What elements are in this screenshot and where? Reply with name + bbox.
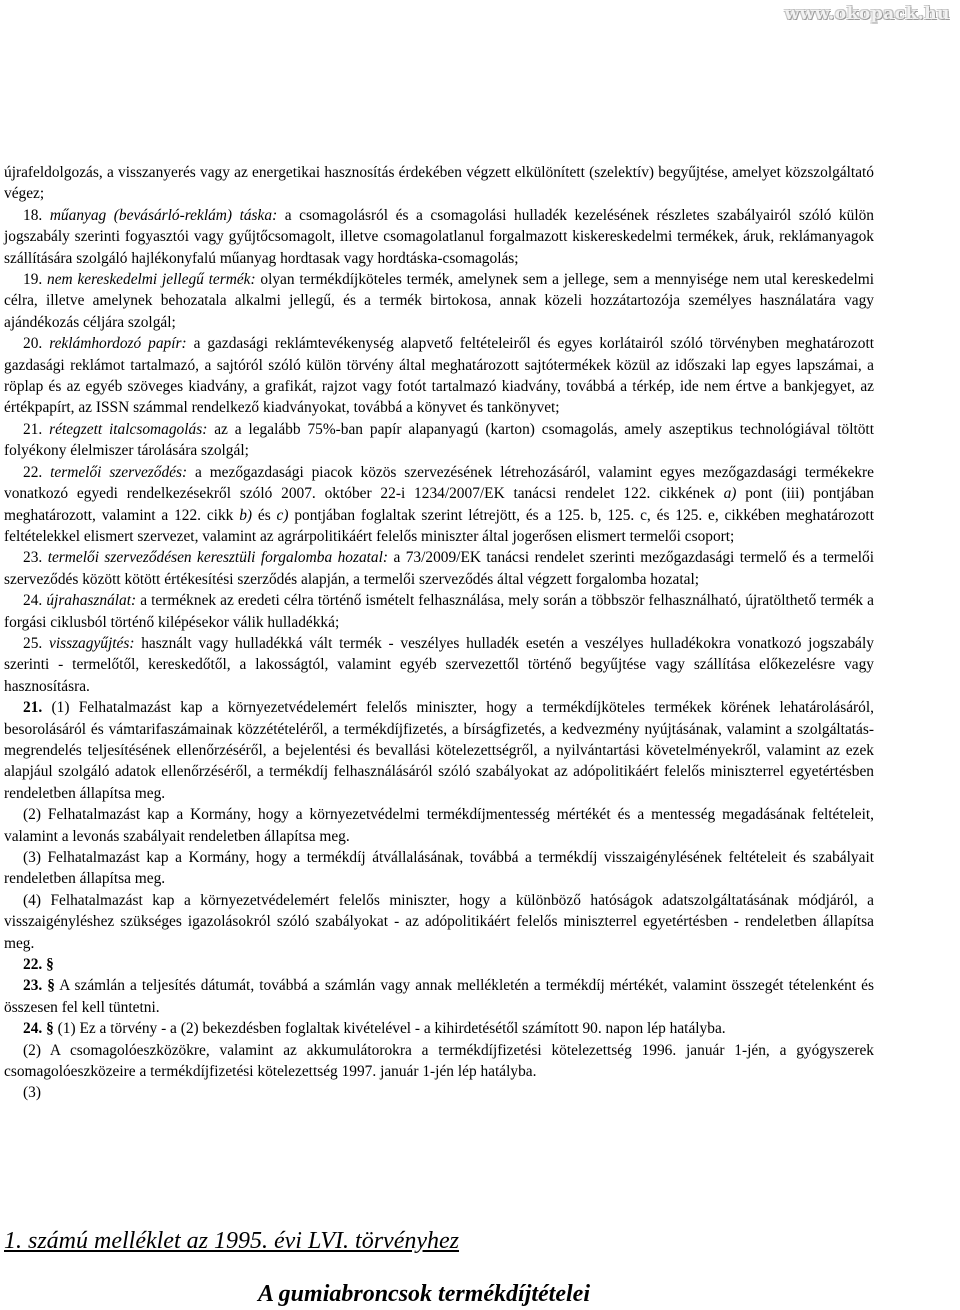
definition-22: 22. termelői szerveződés: a mezőgazdasági piacok közös szervezésének létrehozásáról, valamint egyes mezőgazdasági termékekre vonatkozó egyedi rendelkezésekről szóló 2007. október 22-i 1234/2007/EK tanácsi rendelet 122. cikkének a) pont (iii) pontjában meghatározott, valamint a 122. cikk b) és c) pontjában foglaltak szerint létrejött, és a 125. b, 125. c, és 125. e, cikkében meghatározott feltételekkel elismert szervezet, valamint az agrárpolitikáért felelős miniszter által jogerősen elismert termelői csoport; (4, 463, 874, 545)
paragraph-continuation: újrafeldolgozás, a visszanyerés vagy az energetikai hasznosítás érdekében végzett elkülönített (szelektív) begyűjtése, amelyet közszolgáltató végez; (4, 164, 874, 203)
section-21: 21. (1) Felhatalmazást kap a környezetvédelemért felelős miniszter, hogy a termékdíjköteles termékek körének lehatárolásáról, besorolásáról és vámtarifaszámainak közzétételéről, a termékdíjfizetés, a bírságfizetés, a kedvezmény nyújtásának, valamint a szolgáltatás-megrendelés teljesítésének ellenőrzéséről, a bejelentési és bevallási kötelezettségről, a nyilvántartási követelményekről, valamint az ezek alapjául szolgáló adatok ellenőrzéséről, a termékdíj felhasználásáról szóló szabályokat az adópolitikáért felelős miniszterrel egyetértésben rendeletben állapítsa meg. (4, 699, 874, 802)
definition-25: 25. visszagyűjtés: használt vagy hulladékká vált termék - veszélyes hulladék esetén a veszélyes hulladékokra vonatkozó jogszabály szerinti - termelőtől, kereskedőtől, a lakosságtól, valamint egyéb szervezettől történő begyűjtése vagy szállítása előkezelésre vagy hasznosításra. (4, 634, 874, 695)
section-24: 24. § (1) Ez a törvény - a (2) bekezdésben foglaltak kivételével - a kihirdetésétől számított 90. napon lép hatályba. (23, 1020, 726, 1038)
definition-19: 19. nem kereskedelmi jellegű termék: olyan termékdíjköteles termék, amelynek sem a jellege, sem a mennyisége nem utal kereskedelmi célra, illetve amelynek behozatala alkalmi jellegű, és a termék birtokosa, annak közeli hozzátartozója személyes használatára vagy ajándékozás céljára szolgál; (4, 271, 874, 331)
definition-23: 23. termelői szerveződésen keresztüli forgalomba hozatal: a 73/2009/EK tanácsi rendelet szerinti mezőgazdasági termelő és a termelői szerveződés között kötött értékesítési szerződés alapján, a termelői szerveződés által végzett forgalomba hozatal; (4, 549, 874, 588)
section-21-paragraph-4: (4) Felhatalmazást kap a környezetvédelemért felelős miniszter, hogy a különböző hatóságok adatszolgáltatásának módjáról, a visszaigényléshez szükséges igazolásokról szóló szabályokat - az adópolitikáért felelős miniszterrel egyetértésben - rendeletben állapítsa meg. (4, 891, 874, 952)
definition-20: 20. reklámhordozó papír: a gazdasági reklámtevékenység alapvető feltételeiről és egyes korlátairól szóló törvényben meghatározott gazdasági reklámot tartalmazó, a sajtóról szóló külön törvény által meghatározott sajtótermékek közül az időszaki lap egyes lapszámai, a röplap és az egyéb szöveges kiadvány, a grafikát, rajzot vagy fotót tartalmazó kiadvány, továbbá a térkép, ide nem értve a bankjegyet, az értékpapírt, az ISSN számmal rendelkező kiadványokat, továbbá a könyvet és tankönyvet; (4, 335, 874, 417)
definition-18: 18. műanyag (bevásárló-reklám) táska: a csomagolásról és a csomagolási hulladék kezelésének részletes szabályairól szóló külön jogszabály szerinti fogyasztói vagy gyűjtőcsomagolt, illetve csomagolatlanul forgalmazott kiskereskedelmi termékek, áruk, reklámanyagok szállítására szolgáló hajlékonyfalú műanyag hordtasak vagy hordtáska-csomagolás; (4, 206, 874, 267)
section-24-paragraph-2: (2) A csomagolóeszközökre, valamint az akkumulátorokra a termékdíjfizetési kötelezettség 1996. január 1-jén, a gyógyszerek csomagolóeszközeire a termékdíjfizetési kötelezettség 1997. január 1-jén lép hatályba. (4, 1041, 874, 1081)
annex-title: A gumiabroncsok termékdíjtételei (258, 1281, 590, 1307)
definition-21: 21. rétegzett italcsomagolás: az a legalább 75%-ban papír alapanyagú (karton) csomagolás, amely aszeptikus technológiával töltött folyékony élelmiszer tárolására szolgál; (4, 420, 874, 460)
document-body (4, 162, 874, 1104)
watermark-logo: www.okopack.hu (784, 4, 950, 24)
section-24-paragraph-3: (3) (23, 1084, 41, 1102)
section-21-paragraph-2: (2) Felhatalmazást kap a Kormány, hogy a környezetvédelmi termékdíjmentesség mértékét és a mentesség megadásának feltételeit, valamint a levonás szabályait rendeletben állapítsa meg. (4, 806, 874, 845)
section-23: 23. § A számlán a teljesítés dátumát, továbbá a számlán vagy annak mellékletén a termékdíj mértékét, valamint összegét tételenként és összesen fel kell tüntetni. (4, 977, 874, 1016)
annex-heading: 1. számú melléklet az 1995. évi LVI. törvényhez (4, 1228, 460, 1254)
definition-24: 24. újrahasználat: a terméknek az eredeti célra történő ismételt felhasználása, mely során a többször felhasználható, újratölthető termék a forgási ciklusból történő kilépésekor válik hulladékká; (4, 592, 874, 631)
section-22: 22. § (23, 956, 54, 974)
section-21-paragraph-3: (3) Felhatalmazást kap a Kormány, hogy a termékdíj átvállalásának, továbbá a termékdíj visszaigénylésének feltételeit és szabályait rendeletben állapítsa meg. (4, 849, 874, 888)
